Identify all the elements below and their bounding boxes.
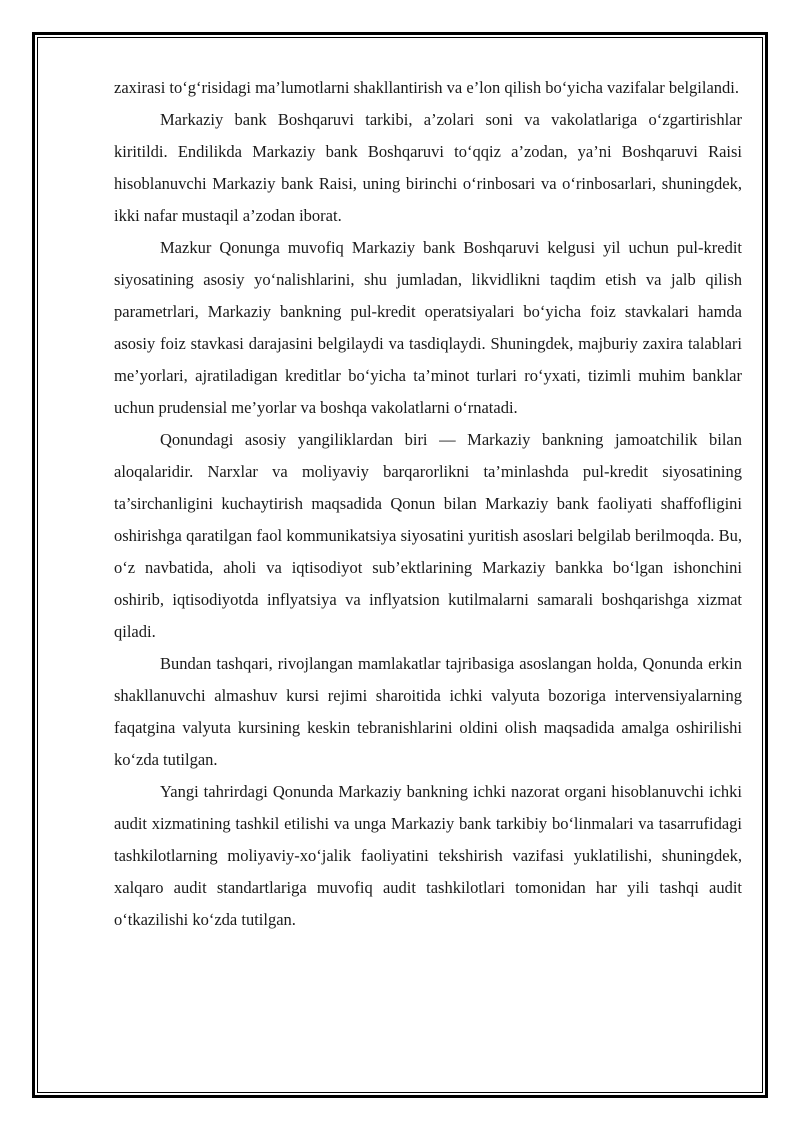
paragraph-4: Qonundagi asosiy yangiliklardan biri — Markaziy bankning jamoatchilik bilan aloqalaridir. Narxlar va moliyaviy barqarorlikni ta’minlashda pul-kredit siyosatining ta’sirchanligini kuchaytirish maqsadida Qonun bilan Markaziy bank faoliyati shaffofligini oshirishga qaratilgan faol kommunikatsiya siyosatini yuritish asoslari belgilab berilmoqda. Bu, o‘z navbatida, aholi va iqtisodiyot sub’ektlarining Markaziy bankka bo‘lgan ishonchini oshirib, iqtisodiyotda inflyatsiya va inflyatsion kutilmalarni samarali boshqarishga xizmat qiladi. [114, 430, 742, 641]
paragraph-6: Yangi tahrirdagi Qonunda Markaziy bankning ichki nazorat organi hisoblanuvchi ichki audit xizmatining tashkil etilishi va unga Markaziy bank tarkibiy bo‘linmalari va tasarrufidagi tashkilotlarning moliyaviy-xo‘jalik faoliyatini tekshirish vazifasi yuklatilishi, shuningdek, xalqaro audit standartlariga muvofiq audit tashkilotlari tomonidan har yili tashqi audit o‘tkazilishi ko‘zda tutilgan. [114, 782, 742, 929]
paragraph-5: Bundan tashqari, rivojlangan mamlakatlar tajribasiga asoslangan holda, Qonunda erkin shakllanuvchi almashuv kursi rejimi sharoitida ichki valyuta bozoriga intervensiyalarning faqatgina valyuta kursining keskin tebranishlarini oldini olish maqsadida amalga oshirilishi ko‘zda tutilgan. [114, 654, 742, 769]
document-body [114, 72, 742, 936]
paragraph-1: zaxirasi to‘g‘risidagi ma’lumotlarni shakllantirish va e’lon qilish bo‘yicha vazifalar belgilandi. [114, 78, 739, 97]
paragraph-2: Markaziy bank Boshqaruvi tarkibi, a’zolari soni va vakolatlariga o‘zgartirishlar kiritildi. Endilikda Markaziy bank Boshqaruvi to‘qqiz a’zodan, ya’ni Boshqaruvi Raisi hisoblanuvchi Markaziy bank Raisi, uning birinchi o‘rinbosari va o‘rinbosarlari, shuningdek, ikki nafar mustaqil a’zodan iborat. [114, 110, 742, 225]
paragraph-3: Mazkur Qonunga muvofiq Markaziy bank Boshqaruvi kelgusi yil uchun pul-kredit siyosatining asosiy yo‘nalishlarini, shu jumladan, likvidlikni taqdim etish va jalb qilish parametrlari, Markaziy bankning pul-kredit operatsiyalari bo‘yicha foiz stavkalari hamda asosiy foiz stavkasi darajasini belgilaydi va tasdiqlaydi. Shuningdek, majburiy zaxira talablari me’yorlari, ajratiladigan kreditlar bo‘yicha ta’minot turlari ro‘yxati, tizimli muhim banklar uchun prudensial me’yorlar va boshqa vakolatlarni o‘rnatadi. [114, 238, 742, 417]
